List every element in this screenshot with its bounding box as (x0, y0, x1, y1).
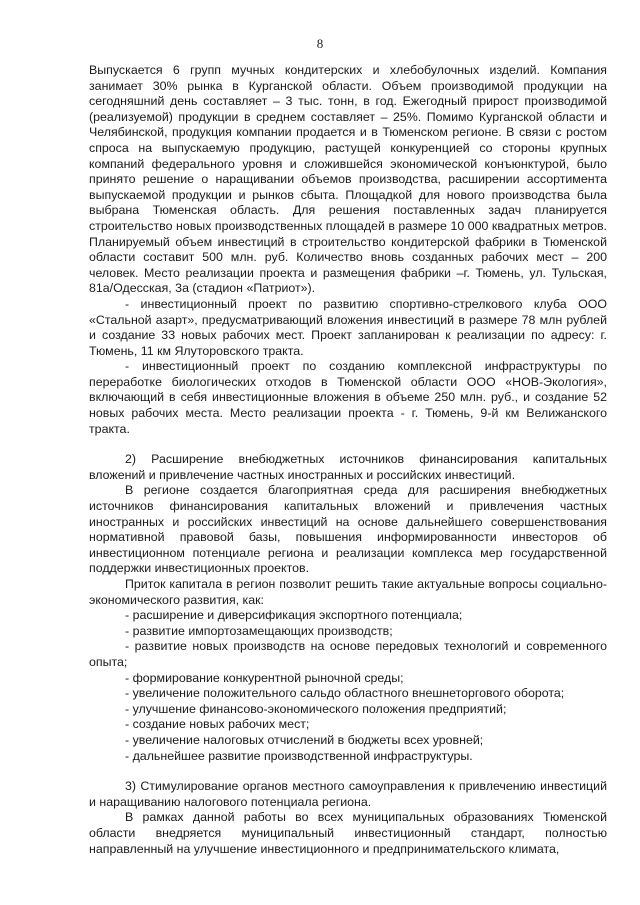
paragraph-project-shooting-club: - инвестиционный проект по развитию спортивно-стрелкового клуба ООО «Стальной азарт», предусматривающий вложения инвестиций в размере 78 млн рублей и создание 33 новых рабочих мест. Проект запланирован к реализации по адресу: г. Тюмень, 11 км Ялуторовского тракта. (89, 296, 607, 358)
paragraph-project-bio-waste: - инвестиционный проект по созданию комплексной инфраструктуры по переработке биологических отходов в Тюменской области ООО «НОВ-Экология», включающий в себя инвестиционные вложения в объеме 250 млн. руб., и создание 52 новых рабочих места. Место реализации проекта - г. Тюмень, 9-й км Велижанского тракта. (89, 359, 607, 436)
page-number: 8 (316, 36, 324, 51)
paragraph-municipal-standard: В рамках данной работы во всех муниципальных образованиях Тюменской области внедряется муниципальный инвестиционный стандарт, полностью направленный на улучшение инвестиционного и предпринимательского климата, (89, 810, 607, 856)
list-item: - увеличение положительного сальдо областного внешнеторгового оборота; (125, 686, 565, 701)
paragraph-product-groups: Выпускается 6 групп мучных кондитерских и хлебобулочных изделий. Компания занимает 30% рынка в Курганской области. Объем производимой продукции на сегодняшний день составляет – 3 тыс. тонн, в год. Ежегодный прирост производимой (реализуемой) продукции в среднем составляет – 25%. Помимо Курганской области и Челябинской, продукция компании продается и в Тюменском регионе. В связи с ростом спроса на выпускаемую продукцию, растущей конкуренцией со стороны крупных компаний федерального уровня и сложившейся экономической конъюнктурой, было принято решение о наращивании объемов производства, расширении ассортимента выпускаемой продукции и рынков сбыта. Площадкой для нового производства была выбрана Тюменская область. Для решения поставленных задач планируется строительство новых производственных площадей в размере 10 000 квадратных метров. Планируемый объем инвестиций в строительство кондитерской фабрики в Тюменской области составит 500 млн. руб. Количество вновь созданных рабочих мест – 200 человек. Место реализации проекта и размещения фабрики –г. Тюмень, ул. Тульская, 81а/Одесская, 3а (стадион «Патриот»). (89, 63, 607, 296)
list-item: - формирование конкурентной рыночной среды; (125, 670, 404, 685)
paragraph-section-3-heading: 3) Стимулирование органов местного самоуправления к привлечению инвестиций и наращиванию налогового потенциала региона. (89, 779, 607, 809)
paragraph-section-2-heading: 2) Расширение внебюджетных источников финансирования капитальных вложений и привлечение частных иностранных и российских инвестиций. (89, 452, 607, 482)
list-item: - улучшение финансово-экономического положения предприятий; (125, 701, 507, 716)
list-item: - расширение и диверсификация экспортного потенциала; (125, 608, 463, 623)
paragraph-favorable-environment: В регионе создается благоприятная среда для расширения внебюджетных источников финансирования капитальных вложений и привлечения частных иностранных и российских инвестиций на основе дальнейшего совершенствования нормативной правовой базы, повышения информированности инвесторов об инвестиционном потенциале региона и реализации комплекса мер государственной поддержки инвестиционных проектов. (89, 483, 607, 576)
list-item: - создание новых рабочих мест; (125, 717, 310, 732)
list-item: - развитие новых производств на основе передовых технологий и современного опыта; (89, 639, 607, 669)
list-item: - развитие импортозамещающих производств; (125, 623, 393, 638)
bullet-list (89, 608, 607, 764)
list-item: - дальнейшее развитие производственной инфраструктуры. (125, 748, 473, 763)
document-body (89, 63, 607, 857)
list-item: - увеличение налоговых отчислений в бюджеты всех уровней; (125, 732, 484, 747)
paragraph-capital-inflow: Приток капитала в регион позволит решить такие актуальные вопросы социально-экономического развития, как: (89, 577, 607, 607)
